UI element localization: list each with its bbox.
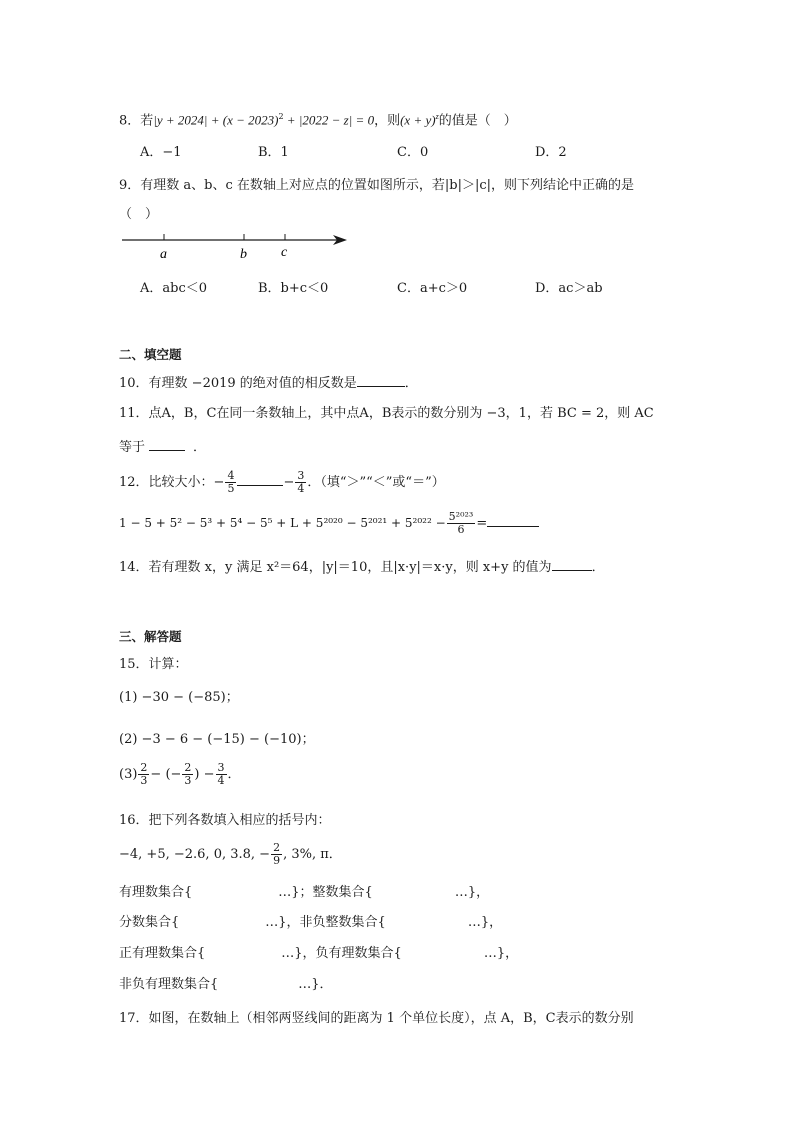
q9-option-a: A．abc＜0 <box>140 281 208 296</box>
q8-expression-3: (x + y) <box>400 112 436 128</box>
nonneg-rational-set-label: 非负有理数集合{ <box>119 977 219 992</box>
q11-blank <box>149 436 185 451</box>
q12-fraction-2 <box>295 470 306 495</box>
question-11-line1: 11．点A，B，C在同一条数轴上，其中点A，B表示的数分别为 −3，1，若 BC = 2，则 AC <box>119 406 654 421</box>
q8-prefix: 8．若 <box>119 113 154 129</box>
q16-numerator: 2 <box>273 841 281 854</box>
q10-text: 10．有理数 −2019 的绝对值的相反数是 <box>119 376 357 391</box>
integer-set-label: …}；整数集合{ <box>278 885 373 900</box>
q13-equals: = <box>476 516 488 531</box>
q13-fraction <box>447 511 476 536</box>
q9-option-c: C．a+c＞0 <box>397 281 468 296</box>
q15-p3-end: ． <box>227 767 241 782</box>
question-11-line2 <box>119 436 206 457</box>
nonneg-integer-set-close: …}， <box>467 915 503 930</box>
q11-line2-text: 等于 <box>119 440 146 455</box>
fraction-set-label: 分数集合{ <box>119 915 180 930</box>
q14-text: 14．若有理数 x，y 满足 x²＝64，|y|＝10，且|x·y|＝x·y，则 x+y 的值为 <box>119 560 552 575</box>
q13-numerator: 5²⁰²³ <box>448 510 474 523</box>
question-8 <box>119 108 517 130</box>
q8-exponent-3: z <box>435 112 439 121</box>
q8-option-a: A．−1 <box>140 145 182 160</box>
q14-blank <box>552 556 592 571</box>
question-14 <box>119 556 605 577</box>
q15-part-2: (2) −3 − 6 − (−15) − (−10)； <box>119 732 315 747</box>
q13-expression: 1 − 5 + 5² − 5³ + 5⁴ − 5⁵ + L + 5²⁰²⁰ − 5²⁰²¹ + 5²⁰²² − <box>119 516 446 530</box>
q15-p3-f1-den: 3 <box>140 774 148 787</box>
negative-rational-set-label: …}，负有理数集合{ <box>281 946 402 961</box>
q12-prefix: 12．比较大小：− <box>119 475 225 490</box>
q8-expression-2: + |2022 − z| = 0 <box>283 112 375 128</box>
question-15-title: 15．计算： <box>119 657 188 672</box>
q8-option-c: C．0 <box>397 145 429 160</box>
q10-end: ． <box>404 376 418 391</box>
q8-suffix: 的值是（ ） <box>438 113 517 129</box>
q9-option-b: B．b+c＜0 <box>258 281 329 296</box>
q16-set-row-3 <box>119 945 518 963</box>
q12-suffix: ．（填“＞”“＜”或“＝”） <box>307 475 445 490</box>
q15-p3-f2-den: 3 <box>184 774 192 787</box>
label-b: b <box>240 247 247 262</box>
integer-set-close: …}， <box>454 885 490 900</box>
q12-f1-denominator: 5 <box>227 482 235 495</box>
nonneg-integer-set-label: …}，非负整数集合{ <box>265 915 386 930</box>
number-line-figure <box>119 228 354 264</box>
q14-end: ． <box>591 560 605 575</box>
question-9: 9．有理数 a、b、c 在数轴上对应点的位置如图所示，若|b|＞|c|，则下列结论中正确的是 <box>119 178 635 193</box>
q15-part-1: (1) −30 − (−85)； <box>119 690 239 705</box>
q10-blank <box>357 372 405 387</box>
section-3-heading: 三、解答题 <box>119 629 182 644</box>
question-10 <box>119 372 418 393</box>
question-16-title: 16．把下列各数填入相应的括号内： <box>119 813 331 828</box>
q15-p3-fraction-1 <box>138 762 149 787</box>
q12-fraction-1 <box>225 470 236 495</box>
rational-set-label: 有理数集合{ <box>119 885 193 900</box>
q15-part-3 <box>119 760 241 790</box>
q16-denominator: 9 <box>273 854 281 867</box>
q8-expression: |y + 2024| + (x − 2023) <box>153 112 279 128</box>
q8-exponent: 2 <box>278 112 284 121</box>
q15-p3-f1-num: 2 <box>140 761 148 774</box>
q15-p3-f2-num: 2 <box>184 761 192 774</box>
question-12 <box>119 468 445 498</box>
section-2-heading: 二、填空题 <box>119 347 182 362</box>
q16-set-row-1 <box>119 884 489 902</box>
q11-end: ． <box>193 440 207 455</box>
positive-rational-set-label: 正有理数集合{ <box>119 946 206 961</box>
q16-numbers-post: , 3%, π． <box>283 847 342 862</box>
q15-p3-f3-den: 4 <box>217 774 225 787</box>
q12-f2-denominator: 4 <box>297 482 305 495</box>
q12-minus: − <box>283 475 295 490</box>
q13-blank <box>487 512 539 527</box>
q8-option-b: B．1 <box>258 145 289 160</box>
q16-set-row-2 <box>119 914 502 932</box>
q9-option-d: D．ac＞ab <box>535 281 603 296</box>
q15-p3-f3-num: 3 <box>217 761 225 774</box>
q16-numbers-pre: −4, +5, −2.6, 0, 3.8, − <box>119 847 271 862</box>
q8-option-d: D．2 <box>535 145 567 160</box>
q16-set-row-4 <box>119 976 333 994</box>
q12-blank <box>237 471 283 486</box>
label-c: c <box>281 245 288 260</box>
label-a: a <box>160 247 167 262</box>
q16-fraction <box>271 842 282 867</box>
question-13 <box>119 508 539 539</box>
q15-p3-prefix: (3) <box>119 767 138 782</box>
q15-p3-mid2: ) − <box>194 767 215 782</box>
q9-paren: （ ） <box>119 207 159 222</box>
q13-denominator: 6 <box>457 523 465 536</box>
q12-f2-numerator: 3 <box>297 469 305 482</box>
q12-f1-numerator: 4 <box>227 469 235 482</box>
question-17: 17．如图，在数轴上（相邻两竖线间的距离为 1 个单位长度），点 A，B，C表示的数分别 <box>119 1011 634 1026</box>
q8-mid: ，则 <box>374 113 401 129</box>
q15-p3-fraction-3 <box>216 762 227 787</box>
negative-rational-set-close: …}， <box>483 946 519 961</box>
q15-p3-mid1: − (− <box>150 767 182 782</box>
nonneg-rational-set-close: …}． <box>298 977 333 992</box>
q15-p3-fraction-2 <box>182 762 193 787</box>
q16-numbers <box>119 840 342 870</box>
